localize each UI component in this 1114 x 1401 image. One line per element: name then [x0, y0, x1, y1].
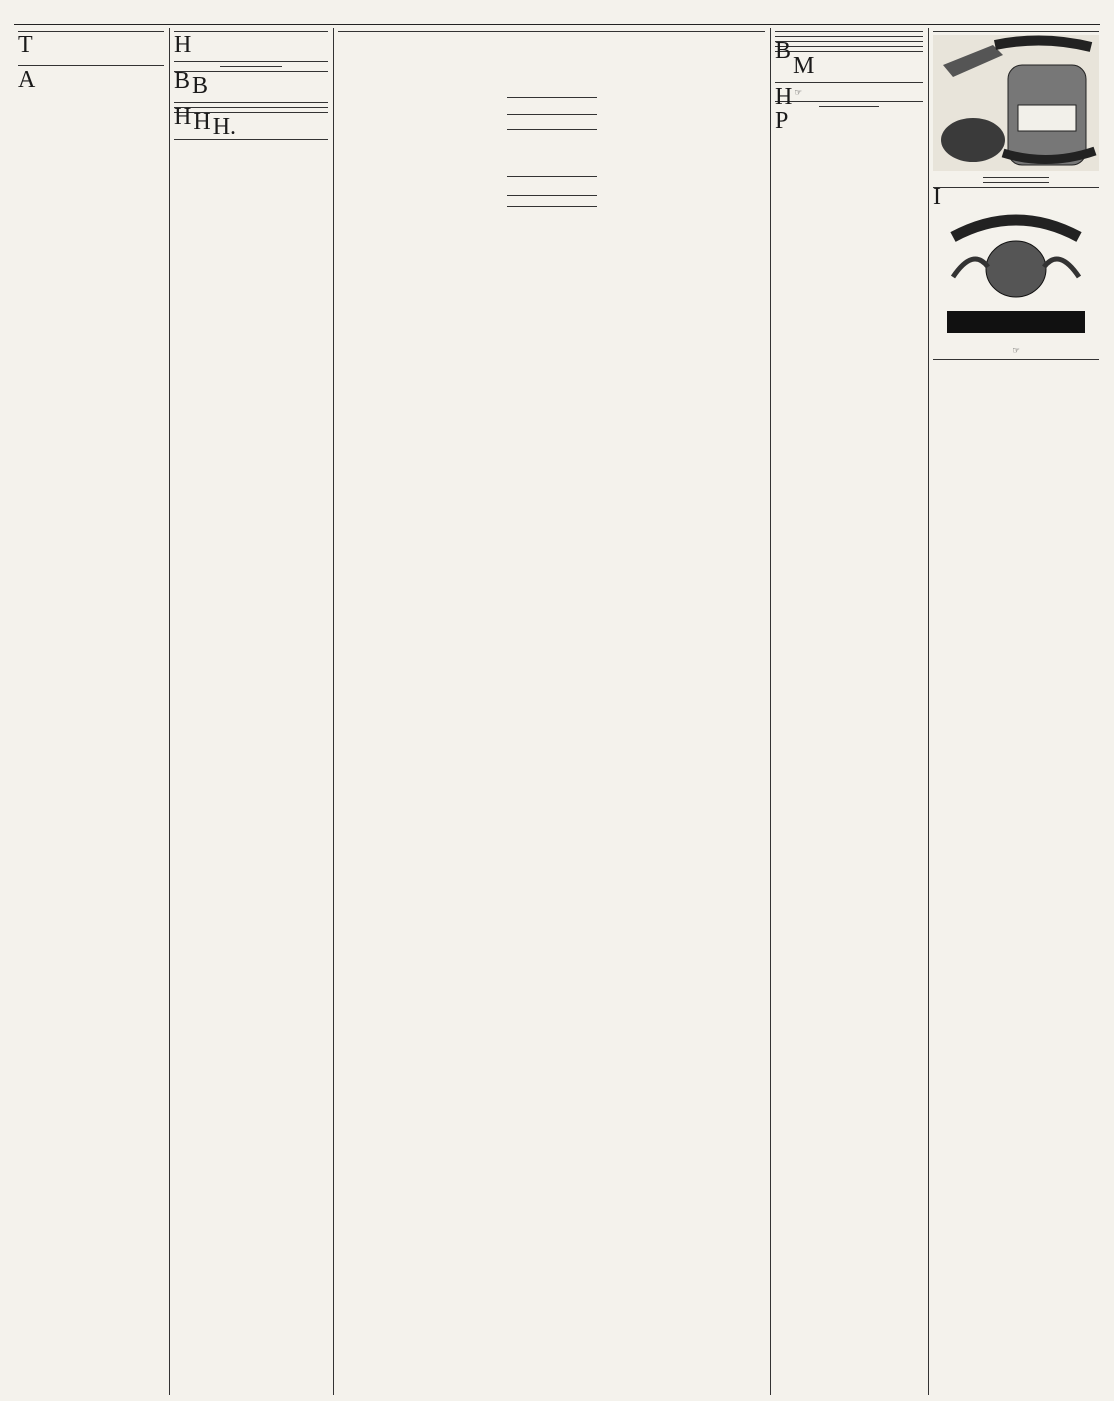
- ad-divider: [174, 71, 328, 72]
- drop-cap: M: [793, 53, 815, 79]
- column-header: [775, 30, 923, 32]
- column-divider: [928, 28, 929, 1395]
- wood-spirits-ad: [775, 53, 923, 79]
- column-header: [933, 30, 1099, 32]
- drop-cap: H: [174, 32, 192, 58]
- rule: [507, 206, 597, 207]
- smith-ad: [775, 106, 923, 135]
- ad-divider: [775, 46, 923, 47]
- drug-jar-illustration: [933, 35, 1099, 171]
- column-divider: [333, 28, 334, 1395]
- column-divider: [770, 28, 771, 1395]
- ad-divider: [775, 82, 923, 83]
- penlington-ad: [174, 73, 328, 99]
- drop-cap: T: [18, 32, 33, 58]
- banner-icon: [953, 220, 1079, 237]
- column-header: [174, 30, 328, 32]
- rule: [507, 129, 597, 130]
- ad-divider: [775, 41, 923, 42]
- rule: [507, 114, 597, 115]
- mortar-icon: [941, 118, 1005, 162]
- rule: [983, 182, 1049, 183]
- drop-cap: A: [18, 67, 36, 93]
- meech-ad: [775, 84, 923, 110]
- watkins-ad: [18, 32, 164, 61]
- drop-cap: H: [193, 109, 211, 135]
- drop-cap: H: [174, 104, 192, 130]
- ad-divider: [18, 65, 164, 66]
- rule: [507, 176, 597, 177]
- crest-icon: [986, 241, 1046, 297]
- column-header: [18, 30, 164, 32]
- rule: [983, 177, 1049, 178]
- column-divider: [169, 28, 170, 1395]
- ad-divider: [775, 101, 923, 102]
- pointing-hand-icon: ☞: [1012, 345, 1020, 356]
- drop-cap: I: [933, 184, 941, 211]
- pointing-hand-icon: ☞: [794, 87, 802, 97]
- drop-cap: P: [775, 108, 789, 135]
- jar-label-icon: [1018, 105, 1076, 131]
- wood-brothers-ad: [174, 32, 328, 58]
- holloway-banner: [947, 311, 1085, 333]
- ad-divider: [174, 107, 328, 108]
- ad-divider: [174, 61, 328, 62]
- cc-prices: [174, 139, 328, 142]
- rule: [220, 66, 282, 67]
- rule: [507, 97, 597, 98]
- drop-cap: H.: [212, 114, 237, 140]
- rule: [507, 195, 597, 196]
- drop-cap: B: [192, 73, 209, 99]
- somerset-house-ad: [174, 66, 328, 94]
- drop-cap: B: [174, 68, 191, 94]
- holloway-crest-illustration: [933, 207, 1099, 339]
- masthead-rule: [14, 24, 1100, 25]
- column-2: [174, 30, 328, 1394]
- rule: [819, 106, 878, 107]
- column-5: [933, 30, 1099, 1394]
- drop-cap: B: [775, 38, 792, 64]
- academy-ad: [18, 67, 164, 94]
- ad-divider: [174, 102, 328, 103]
- ad-divider: [933, 359, 1099, 360]
- drop-cap: H: [775, 84, 793, 110]
- rule: [775, 36, 923, 37]
- ad-divider: [775, 51, 923, 52]
- column-4: [775, 30, 923, 1394]
- column-3: [338, 30, 765, 1394]
- bonnington-ad: [775, 36, 923, 64]
- ad-divider: [933, 187, 1099, 188]
- column-1: [18, 30, 164, 1394]
- column-header: [338, 30, 765, 32]
